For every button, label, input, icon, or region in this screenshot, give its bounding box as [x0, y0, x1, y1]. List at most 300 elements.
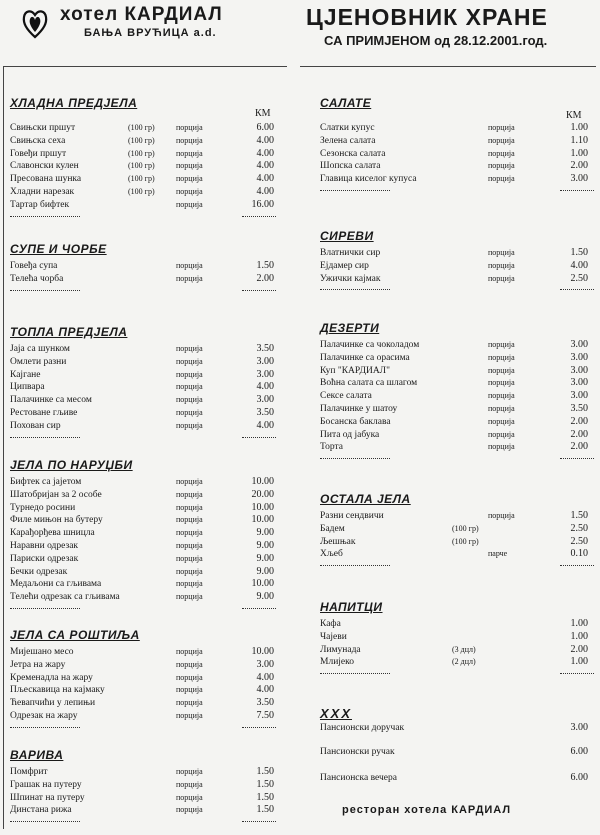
dotted-separator [560, 673, 594, 674]
item-name: Похован сир [10, 420, 61, 431]
menu-item-row [10, 135, 278, 147]
item-name: Кременадла на жару [10, 672, 93, 683]
item-unit: порција [488, 161, 515, 171]
item-price: 2.50 [570, 272, 588, 284]
item-unit: порција [488, 123, 515, 132]
item-price: 2.00 [570, 415, 588, 427]
item-price: 3.50 [570, 403, 588, 414]
item-name: Палачинке са чоколадом [320, 340, 420, 350]
item-quantity: (100 гр) [128, 187, 155, 196]
menu-item-row [10, 540, 278, 552]
menu-item-row [10, 476, 278, 488]
dotted-separator [10, 216, 80, 217]
item-price: 1.50 [256, 804, 274, 816]
item-price: 4.00 [256, 419, 274, 431]
menu-item-row [320, 122, 592, 134]
item-unit: порција [176, 344, 203, 353]
item-price: 3.00 [570, 351, 588, 363]
dotted-separator [320, 190, 390, 191]
item-unit: порција [176, 382, 203, 392]
item-price: 3.50 [256, 343, 274, 354]
item-unit: порција [176, 792, 203, 802]
dotted-separator [10, 821, 80, 822]
item-quantity: (100 гр) [128, 161, 155, 171]
item-price: 4.00 [256, 684, 274, 696]
menu-item-row [320, 618, 592, 630]
item-name: Наравни одрезак [10, 541, 79, 551]
left-section-title: СУПЕ И ЧОРБЕ [10, 242, 107, 256]
menu-item-row [320, 377, 592, 389]
page-header [0, 0, 600, 60]
item-name: Палачинке са орасима [320, 352, 410, 363]
dotted-separator [242, 727, 276, 728]
item-name: Влатнички сир [320, 248, 381, 258]
menu-item-row [320, 523, 592, 535]
right-section-title: САЛАТЕ [320, 96, 372, 110]
menu-item-row [10, 578, 278, 590]
item-price: 1.50 [256, 791, 274, 803]
item-name: Торта [320, 442, 343, 453]
item-price: 3.00 [570, 173, 588, 185]
right-section-title: ОСТАЛА ЈЕЛА [320, 492, 411, 506]
item-price: 4.00 [256, 134, 274, 146]
item-price: 4.00 [256, 160, 274, 172]
hotel-subtitle: БАЊА ВРУЋИЦА а.d. [84, 27, 217, 39]
item-name: Динстана рижа [10, 805, 72, 816]
item-unit: порција [176, 148, 203, 158]
item-unit: порција [176, 566, 203, 576]
menu-item-row [320, 631, 592, 643]
item-price: 4.00 [256, 186, 274, 197]
item-name: Турнедо росини [10, 502, 76, 513]
item-unit: порција [176, 174, 203, 184]
item-unit: порција [176, 123, 203, 132]
item-price: 1.00 [570, 122, 588, 133]
item-unit: порција [488, 378, 515, 388]
item-unit: порција [176, 767, 203, 776]
item-name: Ужички кајмак [320, 273, 381, 284]
item-unit: порција [176, 528, 203, 538]
item-name: Пресована шунка [10, 174, 82, 185]
item-price: 9.00 [256, 565, 274, 577]
left-section-title: ТОПЛА ПРЕДЈЕЛА [10, 325, 128, 339]
item-price: 1.00 [570, 618, 588, 629]
item-unit: порција [488, 416, 515, 426]
menu-item-row [320, 429, 592, 441]
item-name: Љешњак [320, 536, 356, 547]
item-unit: порција [176, 805, 203, 815]
menu-item-row [10, 160, 278, 172]
item-price: 3.00 [570, 377, 588, 389]
restaurant-footer: ресторан хотела КАРДИАЛ [342, 804, 512, 816]
item-name: Рестоване гљиве [10, 408, 78, 418]
item-name: Лимунада [320, 644, 361, 655]
item-unit: парче [488, 549, 508, 559]
item-unit: порција [176, 489, 203, 499]
item-price: 9.00 [256, 552, 274, 564]
item-price: 3.50 [256, 697, 274, 709]
item-name: Слатки купус [320, 123, 375, 133]
dotted-separator [560, 289, 594, 290]
item-price: 9.00 [256, 591, 274, 603]
item-price: 1.50 [256, 766, 274, 777]
item-quantity: (100 гр) [128, 123, 155, 132]
item-price: 1.10 [570, 134, 588, 146]
item-name: Хладни нарезак [10, 187, 75, 197]
item-quantity: (100 гр) [452, 523, 479, 533]
menu-item-row [10, 804, 278, 816]
item-name: Млијеко [320, 657, 355, 668]
item-name: Бечки одрезак [10, 566, 68, 577]
item-name: Телећа чорба [10, 273, 64, 284]
item-price: 9.00 [256, 540, 274, 551]
document-title: ЦЈЕНОВНИК ХРАНЕ [306, 4, 548, 30]
item-name: Париски одрезак [10, 553, 79, 564]
item-quantity: (100 гр) [128, 148, 155, 158]
menu-item-row [320, 416, 592, 428]
menu-item-row [320, 135, 592, 147]
item-unit: порција [176, 161, 203, 171]
item-unit: порција [488, 135, 515, 145]
item-name: Карађорђева шницла [10, 528, 95, 539]
menu-item-row [10, 148, 278, 160]
menu-item-row [10, 697, 278, 709]
item-name: Куп "КАРДИАЛ" [320, 365, 390, 376]
item-name: Чајеви [320, 631, 347, 642]
item-price: 16.00 [251, 198, 274, 210]
item-price: 1.50 [570, 510, 588, 521]
item-name: Свињски пршут [10, 123, 76, 133]
item-unit: порција [176, 187, 203, 196]
menu-item-row [10, 591, 278, 603]
item-unit: порција [488, 273, 515, 283]
item-price: 20.00 [251, 488, 274, 500]
item-name: Хљеб [320, 549, 343, 560]
item-unit: порција [176, 515, 203, 525]
menu-item-row [10, 646, 278, 658]
item-unit: порција [488, 248, 515, 257]
item-quantity: (2 дцл) [452, 657, 476, 667]
item-price: 10.00 [251, 476, 274, 487]
item-quantity: (100 гр) [128, 174, 155, 184]
item-unit: порција [488, 352, 515, 362]
menu-item-row [10, 420, 278, 432]
item-price: 2.00 [570, 441, 588, 453]
menu-item-row [320, 644, 592, 656]
dotted-separator [242, 821, 276, 822]
menu-item-row [10, 553, 278, 565]
dotted-separator [320, 565, 390, 566]
item-unit: порција [176, 502, 203, 512]
item-unit: порција [176, 711, 203, 720]
right-section-title: НАПИТЦИ [320, 600, 383, 614]
item-price: 3.00 [256, 355, 274, 367]
item-unit: порција [176, 553, 203, 563]
item-price: 1.00 [570, 656, 588, 668]
dotted-separator [320, 289, 390, 290]
menu-item-row [10, 489, 278, 501]
dotted-separator [10, 290, 80, 291]
menu-item-row [320, 365, 592, 377]
item-unit: порција [176, 369, 203, 379]
dotted-separator [560, 565, 594, 566]
menu-item-row [10, 369, 278, 381]
document-subtitle: СА ПРИМЈЕНОМ од 28.12.2001.год. [324, 33, 548, 48]
item-name: Филе мињон на бутеру [10, 515, 103, 526]
item-unit: порција [176, 420, 203, 430]
item-price: 2.50 [570, 535, 588, 547]
item-name: Ципвара [10, 382, 45, 393]
menu-item-row [10, 381, 278, 393]
menu-item-row [10, 710, 278, 722]
item-name: Сексе салата [320, 391, 372, 402]
item-unit: порција [488, 148, 515, 158]
item-quantity: (100 гр) [452, 536, 479, 546]
dotted-separator [560, 190, 594, 191]
menu-item-row [10, 199, 278, 211]
currency-label-right: КМ [566, 110, 582, 121]
item-price: 2.50 [570, 522, 588, 534]
menu-item-row [320, 273, 592, 285]
right-section-title: ДЕЗЕРТИ [320, 321, 380, 335]
item-name: Говеђи пршут [10, 148, 67, 159]
pension-item-row [320, 746, 592, 758]
item-unit: порција [488, 365, 515, 375]
menu-item-row [10, 527, 278, 539]
item-name: Омлети разни [10, 356, 67, 367]
menu-item-row [320, 403, 592, 415]
item-unit: порција [176, 395, 203, 405]
item-price: 3.00 [570, 339, 588, 350]
menu-item-row [10, 122, 278, 134]
menu-item-row [10, 672, 278, 684]
menu-item-row [10, 792, 278, 804]
menu-item-row [320, 536, 592, 548]
item-price: 4.00 [570, 259, 588, 271]
item-name: Говеђа супа [10, 261, 58, 271]
menu-item-row [320, 390, 592, 402]
item-quantity: (100 гр) [128, 135, 155, 145]
item-name: Пљескавица на кајмаку [10, 685, 105, 696]
item-price: 10.00 [251, 578, 274, 590]
left-section-title: ВАРИВА [10, 748, 64, 762]
item-price: 4.00 [256, 173, 274, 185]
item-name: Телећи одрезак са гљивама [10, 592, 120, 603]
dotted-separator [10, 727, 80, 728]
menu-item-row [320, 352, 592, 364]
item-price: 3.00 [570, 390, 588, 402]
item-name: Одрезак на жару [10, 711, 78, 721]
item-name: Медаљони са гљивама [10, 579, 102, 590]
item-unit: порција [176, 698, 203, 708]
menu-item-row [10, 502, 278, 514]
menu-item-row [320, 510, 592, 522]
item-name: Јетра на жару [10, 659, 66, 670]
item-quantity: (3 дцл) [452, 644, 476, 654]
dotted-separator [320, 458, 390, 459]
dotted-separator [242, 216, 276, 217]
item-price: 3.50 [256, 407, 274, 418]
item-name: Воћна салата са шлагом [320, 378, 418, 389]
item-price: 1.50 [256, 778, 274, 790]
item-unit: порција [176, 659, 203, 669]
item-price: 6.00 [570, 772, 588, 783]
hotel-name: хотел КАРДИАЛ [60, 4, 223, 25]
menu-item-row [320, 160, 592, 172]
item-name: Бифтек са јајетом [10, 477, 82, 487]
menu-item-row [10, 514, 278, 526]
menu-item-row [10, 394, 278, 406]
item-price: 0.10 [570, 548, 588, 560]
item-name: Шатобријан за 2 особе [10, 489, 102, 500]
item-name: Ејдамер сир [320, 260, 369, 271]
menu-item-row [320, 656, 592, 668]
item-unit: порција [488, 391, 515, 401]
item-price: 3.00 [570, 364, 588, 376]
menu-item-row [10, 173, 278, 185]
menu-item-row [10, 566, 278, 578]
item-price: 10.00 [251, 501, 274, 513]
item-name: Палачинке са месом [10, 395, 92, 406]
item-price: 3.00 [256, 368, 274, 380]
menu-item-row [320, 548, 592, 560]
item-price: 6.00 [256, 122, 274, 133]
item-price: 3.00 [256, 394, 274, 406]
heart-logo-icon [22, 6, 48, 40]
item-name: Сезонска салата [320, 148, 386, 159]
menu-item-row [10, 407, 278, 419]
dotted-separator [10, 608, 80, 609]
menu-item-row [320, 339, 592, 351]
item-name: Пансионски ручак [320, 747, 395, 757]
item-unit: порција [176, 685, 203, 695]
menu-item-row [320, 247, 592, 259]
item-price: 6.00 [570, 746, 588, 757]
item-price: 3.00 [570, 722, 588, 733]
dotted-separator [242, 608, 276, 609]
item-price: 10.00 [251, 646, 274, 657]
menu-item-row [320, 148, 592, 160]
item-unit: порција [176, 273, 203, 283]
item-unit: порција [176, 647, 203, 656]
item-price: 2.00 [256, 272, 274, 284]
item-name: Помфрит [10, 767, 48, 777]
item-name: Тартар бифтек [10, 199, 70, 210]
item-price: 7.50 [256, 710, 274, 721]
item-name: Бадем [320, 523, 345, 534]
item-price: 10.00 [251, 514, 274, 526]
item-name: Пансионска вечера [320, 773, 397, 783]
item-name: Палачинке у шатоу [320, 404, 398, 414]
item-price: 9.00 [256, 527, 274, 539]
item-price: 1.50 [256, 260, 274, 271]
item-name: Босанска баклава [320, 416, 391, 427]
item-unit: порција [176, 261, 203, 270]
item-price: 2.00 [570, 160, 588, 172]
item-unit: порција [488, 340, 515, 349]
currency-label-left: КМ [255, 108, 271, 119]
dotted-separator [242, 437, 276, 438]
item-unit: порција [488, 260, 515, 270]
item-name: Главица киселог купуса [320, 174, 417, 185]
item-price: 1.50 [570, 247, 588, 258]
menu-item-row [320, 441, 592, 453]
item-name: Јаја са шунком [10, 344, 70, 354]
pension-item-row [320, 722, 592, 734]
item-unit: порција [176, 199, 203, 209]
menu-item-row [10, 260, 278, 272]
item-unit: порција [488, 442, 515, 452]
item-name: Пансионски доручак [320, 723, 405, 733]
item-price: 3.00 [256, 658, 274, 670]
item-name: Пита од јабука [320, 429, 380, 440]
menu-item-row [10, 273, 278, 285]
item-price: 1.00 [570, 147, 588, 159]
menu-item-row [10, 356, 278, 368]
menu-item-row [10, 766, 278, 778]
item-unit: порција [488, 429, 515, 439]
item-unit: порција [176, 408, 203, 417]
item-name: Славонски кулен [10, 161, 79, 172]
item-price: 4.00 [256, 671, 274, 683]
item-unit: порција [176, 592, 203, 602]
item-name: Ћевапчићи у лепињи [10, 698, 96, 709]
item-price: 4.00 [256, 147, 274, 159]
left-section-title: ХЛАДНА ПРЕДЈЕЛА [10, 96, 138, 110]
item-unit: порција [488, 404, 515, 413]
right-section-title: СИРЕВИ [320, 229, 374, 243]
item-unit: порција [176, 779, 203, 789]
left-section-title: ЈЕЛА ПО НАРУЏБИ [10, 458, 133, 472]
menu-item-row [10, 659, 278, 671]
menu-item-row [10, 343, 278, 355]
item-price: 2.00 [570, 428, 588, 440]
item-unit: порција [176, 541, 203, 550]
item-price: 4.00 [256, 381, 274, 393]
item-name: Шпинат на путеру [10, 792, 85, 803]
item-name: Разни сендвичи [320, 511, 384, 521]
pension-section-title: XXX [320, 706, 353, 721]
pension-item-row [320, 772, 592, 784]
item-unit: порција [176, 579, 203, 589]
menu-item-row [320, 260, 592, 272]
item-unit: порција [176, 477, 203, 486]
item-name: Кафа [320, 619, 341, 629]
dotted-separator [320, 673, 390, 674]
item-price: 1.00 [570, 630, 588, 642]
dotted-separator [10, 437, 80, 438]
left-section-title: ЈЕЛА СА РОШТИЉА [10, 628, 140, 642]
item-name: Мијешано месо [10, 647, 74, 657]
menu-item-row [320, 173, 592, 185]
item-name: Шопска салата [320, 161, 381, 172]
menu-item-row [10, 684, 278, 696]
item-name: Грашак на путеру [10, 779, 82, 790]
item-price: 2.00 [570, 643, 588, 655]
dotted-separator [560, 458, 594, 459]
item-unit: порција [176, 135, 203, 145]
item-name: Свињска сеха [10, 135, 66, 146]
dotted-separator [242, 290, 276, 291]
menu-item-row [10, 779, 278, 791]
menu-item-row [10, 186, 278, 198]
item-unit: порција [488, 174, 515, 184]
item-name: Зелена салата [320, 135, 376, 146]
item-name: Кајгане [10, 369, 41, 380]
item-unit: порција [176, 356, 203, 366]
item-unit: порција [176, 672, 203, 682]
item-unit: порција [488, 511, 515, 520]
